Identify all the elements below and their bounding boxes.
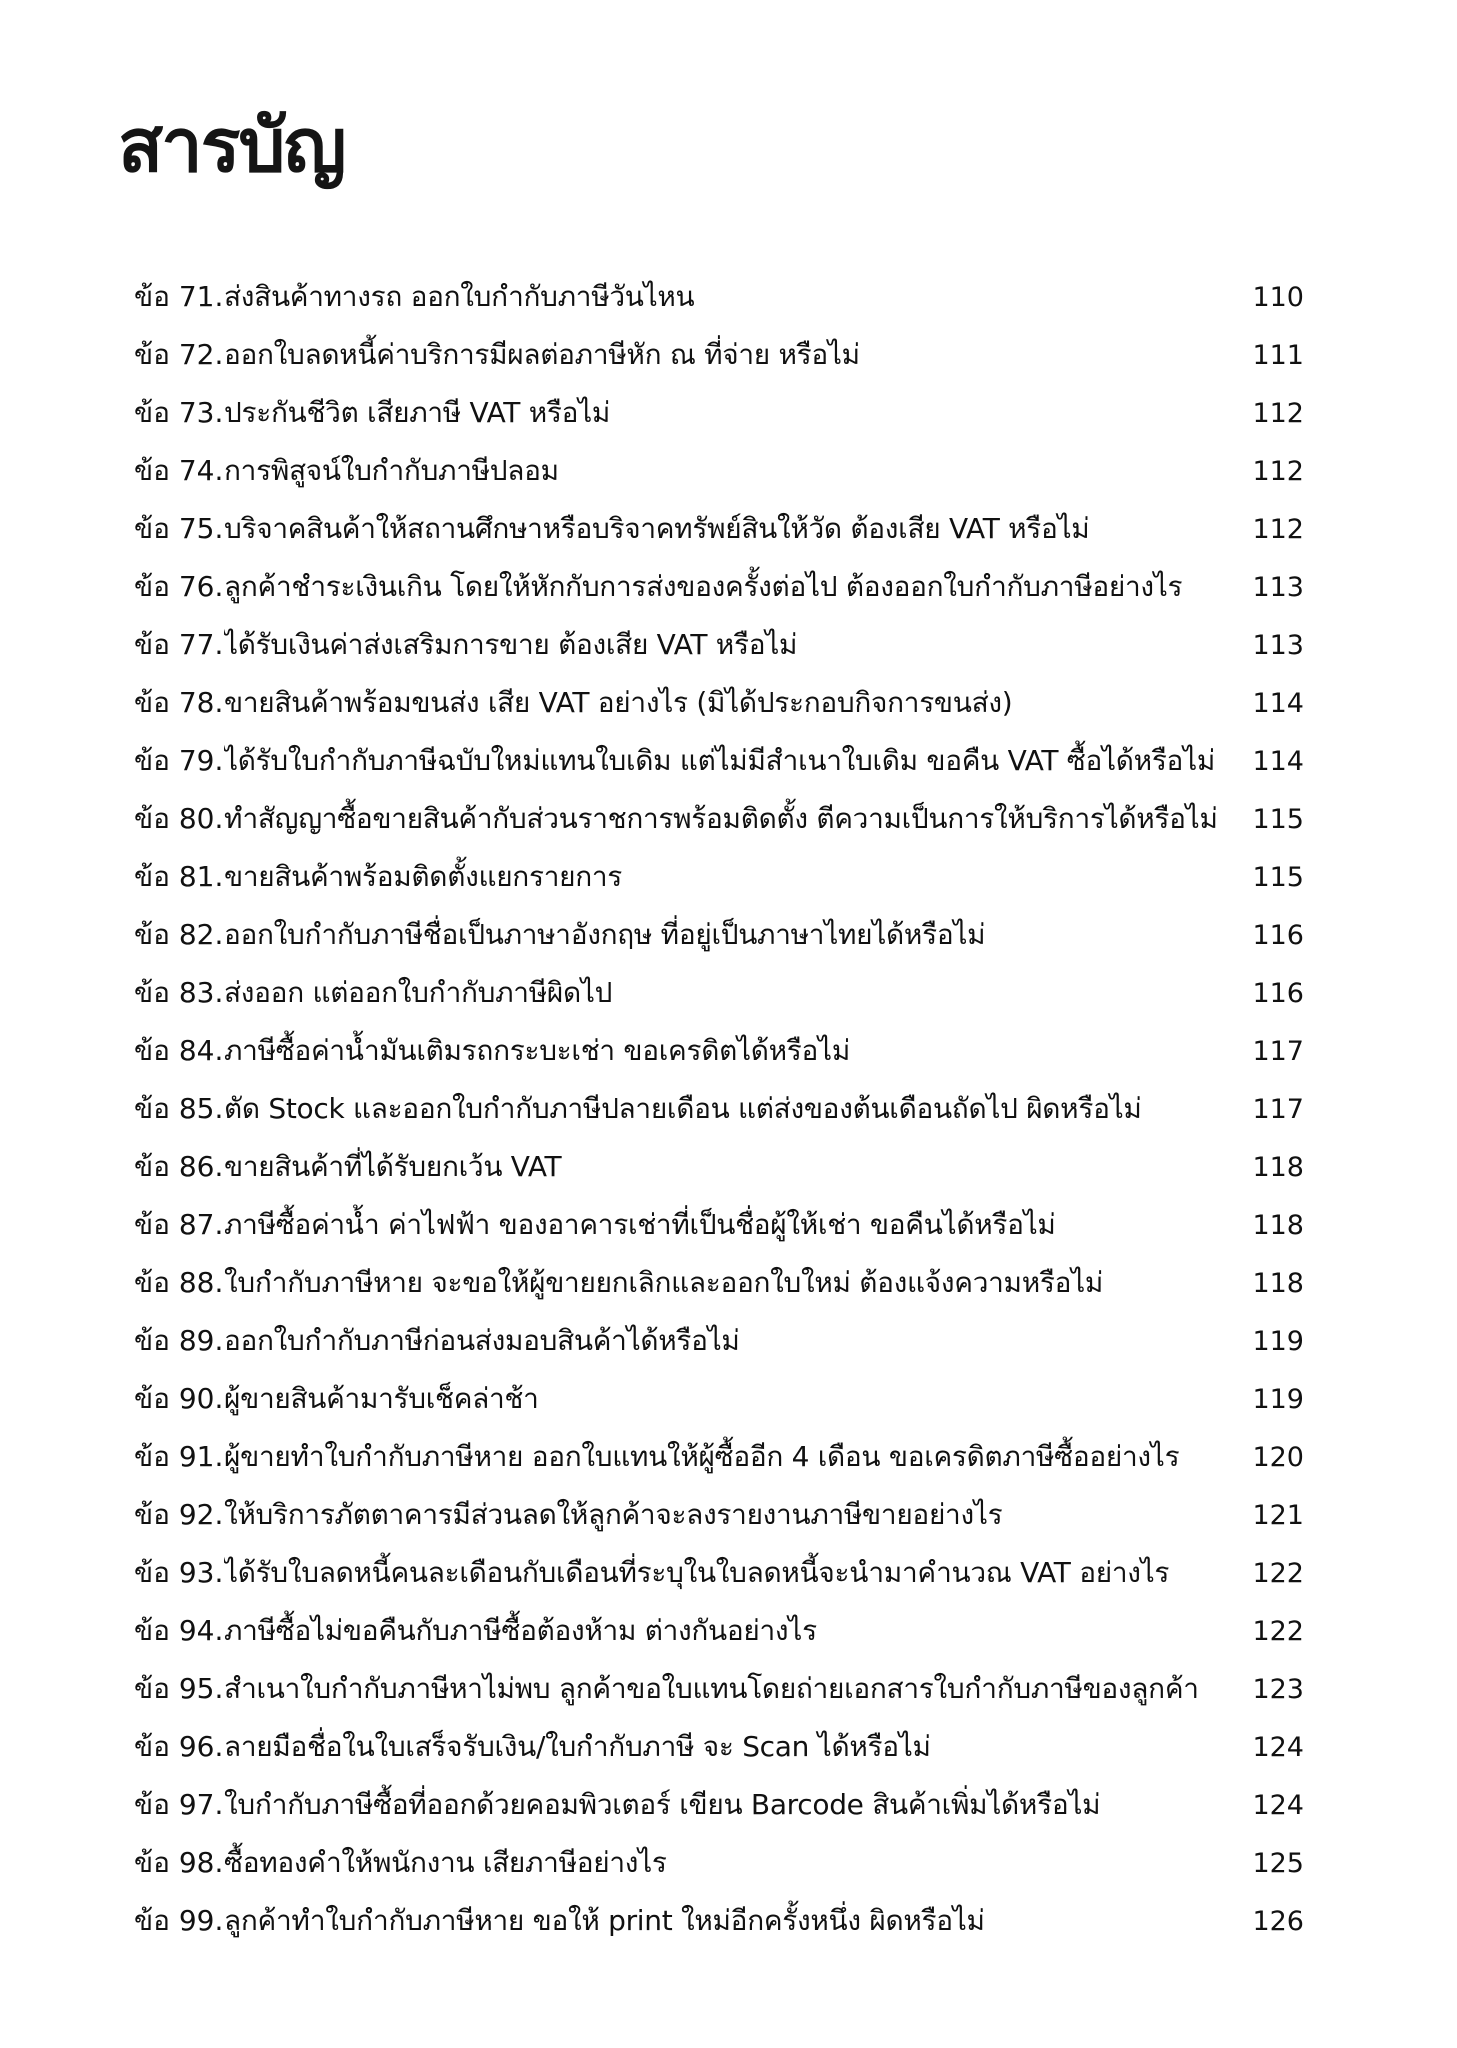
entry-number: ข้อ 77. — [134, 628, 224, 661]
toc-entry — [134, 268, 1304, 326]
entry-number: ข้อ 94. — [134, 1614, 224, 1647]
entry-page-number: 126 — [1252, 1906, 1304, 1937]
toc-entry — [134, 790, 1304, 848]
toc-entry — [134, 500, 1304, 558]
entry-number: ข้อ 98. — [134, 1846, 224, 1879]
entry-number: ข้อ 91. — [134, 1440, 224, 1473]
entry-title: ขายสินค้าที่ได้รับยกเว้น VAT — [224, 1150, 562, 1183]
toc-entry — [134, 906, 1304, 964]
entry-title: ลูกค้าทำใบกำกับภาษีหาย ขอให้ print ใหม่อีกครั้งหนึ่ง ผิดหรือไม่ — [224, 1904, 985, 1937]
entry-page-number: 118 — [1252, 1268, 1304, 1299]
entry-page-number: 114 — [1252, 746, 1304, 777]
entry-page-number: 117 — [1252, 1036, 1304, 1067]
entry-title: ภาษีซื้อค่าน้ำ ค่าไฟฟ้า ของอาคารเช่าที่เป็นชื่อผู้ให้เช่า ขอคืนได้หรือไม่ — [224, 1208, 1056, 1241]
entry-number: ข้อ 72. — [134, 338, 224, 371]
toc-entry — [134, 1892, 1304, 1950]
toc-entry — [134, 732, 1304, 790]
toc-entry — [134, 616, 1304, 674]
entry-title: บริจาคสินค้าให้สถานศึกษาหรือบริจาคทรัพย์สินให้วัด ต้องเสีย VAT หรือไม่ — [224, 512, 1090, 545]
entry-page-number: 124 — [1252, 1732, 1304, 1763]
toc-entry — [134, 1602, 1304, 1660]
entry-page-number: 111 — [1252, 340, 1304, 371]
entry-number: ข้อ 90. — [134, 1382, 224, 1415]
toc-entry — [134, 326, 1304, 384]
entry-number: ข้อ 96. — [134, 1730, 224, 1763]
entry-number: ข้อ 75. — [134, 512, 224, 545]
toc-entry — [134, 1428, 1304, 1486]
entry-page-number: 113 — [1252, 630, 1304, 661]
toc-entry — [134, 1718, 1304, 1776]
entry-page-number: 122 — [1252, 1616, 1304, 1647]
entry-page-number: 124 — [1252, 1790, 1304, 1821]
entry-page-number: 116 — [1252, 978, 1304, 1009]
entry-number: ข้อ 92. — [134, 1498, 224, 1531]
entry-title: ใบกำกับภาษีหาย จะขอให้ผู้ขายยกเลิกและออกใบใหม่ ต้องแจ้งความหรือไม่ — [224, 1266, 1104, 1299]
entry-number: ข้อ 99. — [134, 1904, 224, 1937]
toc-entry — [134, 1834, 1304, 1892]
toc-entry — [134, 1254, 1304, 1312]
toc-entry — [134, 1196, 1304, 1254]
entry-title: ภาษีซื้อค่าน้ำมันเติมรถกระบะเช่า ขอเครดิตได้หรือไม่ — [224, 1034, 850, 1067]
entry-title: ส่งสินค้าทางรถ ออกใบกำกับภาษีวันไหน — [224, 280, 695, 313]
entry-page-number: 110 — [1252, 282, 1304, 313]
entry-number: ข้อ 85. — [134, 1092, 224, 1125]
entry-number: ข้อ 78. — [134, 686, 224, 719]
entry-title: ลายมือชื่อในใบเสร็จรับเงิน/ใบกำกับภาษี จะ Scan ได้หรือไม่ — [224, 1730, 931, 1763]
entry-title: ซื้อทองคำให้พนักงาน เสียภาษีอย่างไร — [224, 1846, 667, 1879]
toc-entry — [134, 384, 1304, 442]
entry-number: ข้อ 73. — [134, 396, 224, 429]
toc-entry — [134, 674, 1304, 732]
toc-entry — [134, 1776, 1304, 1834]
entry-title: ได้รับใบลดหนี้คนละเดือนกับเดือนที่ระบุในใบลดหนี้จะนำมาคำนวณ VAT อย่างไร — [224, 1556, 1170, 1589]
entry-number: ข้อ 71. — [134, 280, 224, 313]
entry-number: ข้อ 84. — [134, 1034, 224, 1067]
entry-title: การพิสูจน์ใบกำกับภาษีปลอม — [224, 454, 559, 487]
entry-number: ข้อ 93. — [134, 1556, 224, 1589]
entry-title: ขายสินค้าพร้อมติดตั้งแยกรายการ — [224, 860, 623, 893]
entry-title: ส่งออก แต่ออกใบกำกับภาษีผิดไป — [224, 976, 613, 1009]
toc-entry — [134, 1660, 1304, 1718]
entry-title: ได้รับเงินค่าส่งเสริมการขาย ต้องเสีย VAT หรือไม่ — [224, 628, 798, 661]
entry-number: ข้อ 74. — [134, 454, 224, 487]
toc-entry — [134, 1080, 1304, 1138]
entry-page-number: 121 — [1252, 1500, 1304, 1531]
entry-page-number: 114 — [1252, 688, 1304, 719]
entry-title: ใบกำกับภาษีซื้อที่ออกด้วยคอมพิวเตอร์ เขียน Barcode สินค้าเพิ่มได้หรือไม่ — [224, 1788, 1101, 1821]
entry-page-number: 115 — [1252, 804, 1304, 835]
entry-title: ลูกค้าชำระเงินเกิน โดยให้หักกับการส่งของครั้งต่อไป ต้องออกใบกำกับภาษีอย่างไร — [224, 570, 1183, 603]
entry-page-number: 119 — [1252, 1326, 1304, 1357]
toc-entry — [134, 1486, 1304, 1544]
entry-title: ประกันชีวิต เสียภาษี VAT หรือไม่ — [224, 396, 611, 429]
entry-page-number: 112 — [1252, 398, 1304, 429]
toc-entry — [134, 1544, 1304, 1602]
entry-page-number: 122 — [1252, 1558, 1304, 1589]
toc-entry — [134, 1138, 1304, 1196]
entry-number: ข้อ 89. — [134, 1324, 224, 1357]
entry-page-number: 112 — [1252, 514, 1304, 545]
entry-title: สำเนาใบกำกับภาษีหาไม่พบ ลูกค้าขอใบแทนโดยถ่ายเอกสารใบกำกับภาษีของลูกค้า — [224, 1672, 1199, 1705]
entry-title: ภาษีซื้อไม่ขอคืนกับภาษีซื้อต้องห้าม ต่างกันอย่างไร — [224, 1614, 817, 1647]
entry-page-number: 119 — [1252, 1384, 1304, 1415]
entry-title: ผู้ขายสินค้ามารับเช็คล่าช้า — [224, 1382, 539, 1415]
entry-number: ข้อ 76. — [134, 570, 224, 603]
entry-page-number: 115 — [1252, 862, 1304, 893]
entry-number: ข้อ 88. — [134, 1266, 224, 1299]
entry-title: ออกใบกำกับภาษีชื่อเป็นภาษาอังกฤษ ที่อยู่เป็นภาษาไทยได้หรือไม่ — [224, 918, 986, 951]
toc-entry — [134, 1312, 1304, 1370]
entry-title: ผู้ขายทำใบกำกับภาษีหาย ออกใบแทนให้ผู้ซื้ออีก 4 เดือน ขอเครดิตภาษีซื้ออย่างไร — [224, 1440, 1180, 1473]
page-title: สารบัญ — [118, 103, 345, 189]
entry-number: ข้อ 79. — [134, 744, 224, 777]
entry-number: ข้อ 87. — [134, 1208, 224, 1241]
toc-entry — [134, 1370, 1304, 1428]
entry-page-number: 118 — [1252, 1152, 1304, 1183]
entry-title: ทำสัญญาซื้อขายสินค้ากับส่วนราชการพร้อมติดตั้ง ตีความเป็นการให้บริการได้หรือไม่ — [224, 802, 1218, 835]
entry-number: ข้อ 86. — [134, 1150, 224, 1183]
table-of-contents — [134, 268, 1304, 1950]
toc-entry — [134, 848, 1304, 906]
entry-number: ข้อ 80. — [134, 802, 224, 835]
entry-page-number: 118 — [1252, 1210, 1304, 1241]
entry-title: ตัด Stock และออกใบกำกับภาษีปลายเดือน แต่ส่งของต้นเดือนถัดไป ผิดหรือไม่ — [224, 1092, 1142, 1125]
entry-number: ข้อ 82. — [134, 918, 224, 951]
entry-number: ข้อ 95. — [134, 1672, 224, 1705]
entry-number: ข้อ 81. — [134, 860, 224, 893]
entry-page-number: 112 — [1252, 456, 1304, 487]
entry-page-number: 113 — [1252, 572, 1304, 603]
toc-entry — [134, 442, 1304, 500]
toc-entry — [134, 1022, 1304, 1080]
toc-entry — [134, 964, 1304, 1022]
entry-number: ข้อ 97. — [134, 1788, 224, 1821]
toc-entry — [134, 558, 1304, 616]
entry-title: ออกใบลดหนี้ค่าบริการมีผลต่อภาษีหัก ณ ที่จ่าย หรือไม่ — [224, 338, 860, 371]
entry-title: ขายสินค้าพร้อมขนส่ง เสีย VAT อย่างไร (มิได้ประกอบกิจการขนส่ง) — [224, 686, 1013, 719]
entry-title: ออกใบกำกับภาษีก่อนส่งมอบสินค้าได้หรือไม่ — [224, 1324, 740, 1357]
entry-title: ให้บริการภัตตาคารมีส่วนลดให้ลูกค้าจะลงรายงานภาษีขายอย่างไร — [224, 1498, 1003, 1531]
entry-page-number: 125 — [1252, 1848, 1304, 1879]
entry-number: ข้อ 83. — [134, 976, 224, 1009]
entry-page-number: 120 — [1252, 1442, 1304, 1473]
entry-page-number: 117 — [1252, 1094, 1304, 1125]
entry-title: ได้รับใบกำกับภาษีฉบับใหม่แทนใบเดิม แต่ไม่มีสำเนาใบเดิม ขอคืน VAT ซื้อได้หรือไม่ — [224, 744, 1216, 777]
entry-page-number: 123 — [1252, 1674, 1304, 1705]
entry-page-number: 116 — [1252, 920, 1304, 951]
